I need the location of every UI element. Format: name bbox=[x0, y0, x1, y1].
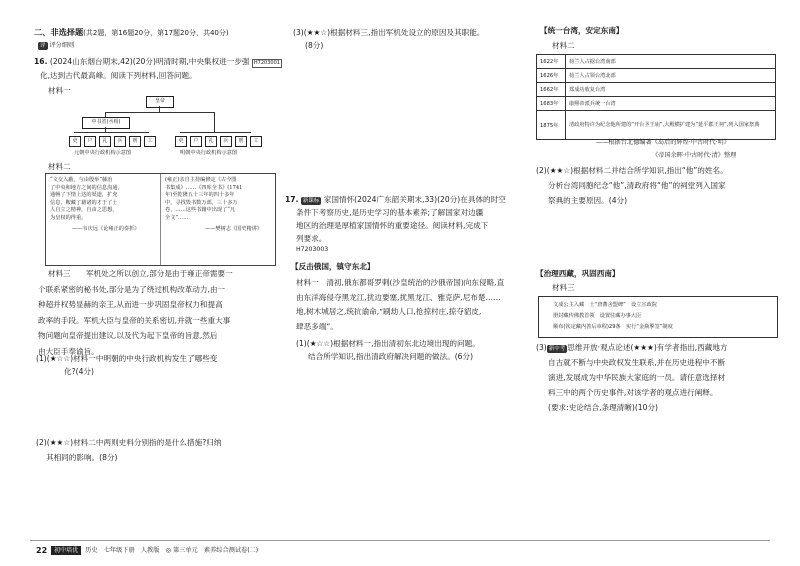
q17-sub2-line: (2)(★★☆)根据材料二并结合所学知识,指出“他”的姓名。 bbox=[536, 166, 728, 175]
q16-number: 16. bbox=[34, 57, 48, 66]
timeline-row bbox=[537, 97, 776, 111]
q17-m1-line: 由东洋海侵夺黑龙江,扰边要塞,扰黑龙江、雅克萨,尼布楚…… bbox=[296, 292, 501, 302]
section-tibet-title: 【治理西藏，巩固西南】 bbox=[536, 269, 620, 278]
m2-right-source: ——樊树志《国史精讲》 bbox=[205, 226, 263, 232]
q16-sub3-line: (8分) bbox=[305, 41, 324, 50]
timeline-source-2: 《帝国余晖·中古时代·清》整理 bbox=[652, 152, 737, 159]
q17-sub-question-1 bbox=[296, 337, 480, 363]
q17-sub-question-2 bbox=[536, 163, 728, 208]
diagram-caption-yuan: 元朝中央行政机构示意图 bbox=[74, 150, 132, 156]
grading-label bbox=[38, 41, 74, 50]
m2-right-line: 中，寻找毁书数万部，三十多万 bbox=[165, 199, 238, 206]
m2-left-line: 通畅了下情上达的渠道，扩充 bbox=[50, 192, 118, 198]
m2-right-line: 卷，……这些书籍中出现了“凡 bbox=[165, 207, 236, 213]
diagram-secretariat-box: 中书省(丞相) bbox=[82, 117, 130, 129]
timeline-event: 康熙帝派兵统一台湾 bbox=[566, 97, 776, 111]
diagram-caption-ming: 明朝中央行政机构示意图 bbox=[180, 150, 238, 156]
grading-icon: 评 bbox=[40, 43, 46, 49]
ministry-left-war: 兵 bbox=[114, 136, 126, 147]
new-exam-tag: 新中考 bbox=[548, 346, 566, 352]
page-footer bbox=[36, 546, 258, 555]
m3-line: 种超并权势显赫的亲王,从而进一步巩固皇帝权力和提高 bbox=[38, 300, 223, 309]
q16-sub1-line: 化?(4分) bbox=[64, 367, 94, 376]
q16-sub2-line: (2)(★★☆)材料二中两则史料分别指的是什么措施?归纳 bbox=[36, 438, 222, 447]
timeline-year: 1626年 bbox=[537, 69, 566, 83]
q16-intro-1: (2024山东烟台期末,42)(20分)明清时期,中央集权进一步强 bbox=[49, 57, 250, 66]
q17-intro-line: 条件下考察历史,是历史学习的基本素养;了解国家对边疆 bbox=[296, 208, 484, 217]
q17-sub1-line: 结合所学知识,指出清政府解决问题的做法。(6分) bbox=[308, 352, 474, 361]
m2-right-line: 全文”…… bbox=[165, 214, 189, 221]
m2-left-line: 了中央和地方之间的信息沟通， bbox=[50, 184, 123, 191]
q16-sub-question-3 bbox=[293, 26, 484, 52]
q17-sub-question-3 bbox=[536, 340, 728, 415]
ministry-left-personnel: 吏 bbox=[69, 136, 81, 147]
m2-left-line: 人自立之精神，自由之思想， bbox=[50, 207, 118, 213]
tibet-events-box bbox=[538, 296, 778, 338]
q17-sub3-line: 自古就不断与中央政权发生联系,并在历史进程中不断 bbox=[548, 358, 726, 367]
timeline-year: 1662年 bbox=[537, 83, 566, 97]
timeline-year: 1622年 bbox=[537, 55, 566, 69]
q17-sub1-line: (1)(★☆☆)根据材料一,指出清初东北边境出现的问题。 bbox=[296, 339, 480, 348]
ministry-right-war: 兵 bbox=[220, 136, 232, 147]
m2-right-line: 年)至乾隆五十三年的四十多年 bbox=[165, 192, 235, 198]
section-heading-text: 二、非选择题 bbox=[34, 27, 84, 37]
m3-line: 政率的手段。军机大臣与皇帝的关系密切,并就一些重大事 bbox=[38, 315, 231, 325]
timeline-event: 荷兰人占领台湾北部 bbox=[566, 69, 776, 83]
section-northeast-title: 【反击俄国，镇守东北】 bbox=[291, 262, 375, 271]
q17-material-3-label: 材料三 bbox=[552, 283, 575, 292]
q17-header bbox=[285, 193, 506, 206]
ministry-right-personnel: 吏 bbox=[175, 136, 187, 147]
timeline-year: 1875年 bbox=[537, 111, 566, 140]
q16-material-2-label: 材料二 bbox=[48, 162, 71, 171]
timeline-event: 清政府特许为纪念他所建的“开台圣王庙”,大殿横扩建为“延平郡王祠”,列入国家祭典 bbox=[566, 111, 776, 140]
timeline-event: 荷兰人占据台湾南部 bbox=[566, 55, 776, 69]
q17-intro-line: 家国情怀(2024广东韶关期末,33)(20分)在具体的时空 bbox=[323, 195, 506, 204]
q17-m1-line: 肆恶多端”。 bbox=[296, 321, 338, 331]
q17-sub2-line: 祭典的主要原因。(4分) bbox=[548, 196, 628, 205]
m3-line: 由大臣手奉谕旨。 bbox=[38, 346, 99, 356]
q16-material-1-label: 材料一 bbox=[48, 86, 71, 95]
ministry-left-justice: 刑 bbox=[129, 136, 141, 147]
q16-sub-question-1 bbox=[36, 352, 217, 378]
q16-intro-line-2: 化,达到古代最高峰。阅读下列材料,回答问题。 bbox=[40, 71, 197, 80]
m3-line: 材料三 军机处之所以创立,部分是由于雍正帝需要一 bbox=[48, 269, 233, 278]
ministry-left-revenue: 户 bbox=[84, 136, 96, 147]
q16-intro-line-1 bbox=[34, 55, 282, 68]
section-heading-note: (共2题，第16题20分，第17题20分，共40分) bbox=[83, 29, 229, 37]
tibet-events-line: 册封藏传佛教首领 设置驻藏办事大臣 bbox=[553, 313, 642, 319]
section-heading bbox=[34, 26, 229, 40]
m2-right-line: (雍正)亲自主持编修定《古今图 bbox=[165, 177, 237, 183]
ministry-right-justice: 刑 bbox=[235, 136, 247, 147]
timeline-row bbox=[537, 55, 776, 69]
material-2-right-text bbox=[165, 177, 262, 234]
q17-intro-line: 地区的治理是厚植家国情怀的重要途径。阅读材料,完成下 bbox=[296, 221, 489, 230]
material-2-box bbox=[45, 173, 276, 266]
q16-question-id: H7203001 bbox=[253, 60, 280, 66]
timeline-year: 1683年 bbox=[537, 97, 566, 111]
diagram-emperor-box: 皇帝 bbox=[146, 96, 174, 108]
m3-line: 物问题向皇帝提出建议,以及代为起下皇帝的旨意,然后 bbox=[38, 331, 218, 340]
q17-sub2-line: 分析台湾同胞纪念“他”,清政府将“他”的祠堂列入国家 bbox=[548, 181, 726, 190]
q17-material-2-label: 材料二 bbox=[552, 41, 575, 50]
q16-sub3-line: (3)(★★☆)根据材料三,指出军机处设立的原因及其职能。 bbox=[293, 28, 485, 37]
q16-sub1-line: (1)(★☆☆)材料一中明朝的中央行政机构发生了哪些变 bbox=[36, 354, 218, 363]
ministry-right-revenue: 户 bbox=[190, 136, 202, 147]
series-badge: 初中培优 bbox=[51, 546, 81, 555]
q16-material-3 bbox=[38, 266, 233, 359]
taiwan-timeline-table bbox=[536, 54, 776, 140]
q17-m1-line: 地,树木城居之,统抗谕命,“刷劫人口,抢掠村庄,掠夺貂皮, bbox=[296, 307, 482, 316]
m2-left-source: ——韦庆远《论雍正的奏折》 bbox=[72, 226, 140, 232]
ministry-right-works: 工 bbox=[250, 136, 262, 147]
m2-right-line: 书集成》……《四库全书》(1741 bbox=[165, 184, 243, 191]
q17-intro bbox=[296, 206, 488, 254]
q16-sub2-line: 其相同的影响。(8分) bbox=[46, 453, 118, 462]
q17-number: 17. bbox=[285, 195, 299, 204]
q17-sub3-line: 料三中的两个历史事件,对该学者的观点进行阐释。 bbox=[548, 388, 718, 397]
footer-text: 历史 七年级下册 人教版 ◎ 第三单元 素养综合测试卷(二) bbox=[85, 547, 259, 554]
section-taiwan-title: 【统一台湾，安定东南】 bbox=[540, 26, 624, 35]
sub3-prefix: (3) bbox=[536, 343, 547, 352]
ministry-left-rites: 礼 bbox=[99, 136, 111, 147]
q17-sub3-line: 演进,发展成为中华民族大家庭的一员。请任意选择材 bbox=[548, 373, 726, 382]
grading-label-text: 评分细则 bbox=[49, 42, 75, 49]
q16-sub-question-2 bbox=[36, 436, 221, 464]
q17-intro-line: 列要求。 bbox=[296, 234, 327, 243]
q17-m1-line: 材料一 清初,俄东都哥罗剌(沙皇统治的沙俄帝国)向东侵略,直 bbox=[296, 278, 505, 287]
ministry-right-rites: 礼 bbox=[205, 136, 217, 147]
material-2-left-text bbox=[50, 177, 139, 234]
q17-new-standard-tag: 新课标 bbox=[302, 198, 320, 204]
q17-material-1 bbox=[296, 276, 504, 334]
tibet-events-line: 顺布(钦定藏内善后章程)29条 实行“金瓶掣签”制度 bbox=[553, 324, 673, 330]
timeline-row bbox=[537, 69, 776, 83]
q17-sub3-line: 思维开放·观点论述(★★★)有学者指出,西藏地方 bbox=[567, 343, 728, 352]
m2-left-line: “文交入蔽，与由殷举”藤治 bbox=[50, 177, 113, 183]
q17-sub3-line: (要求:史论结合,条理清晰)(10分) bbox=[548, 403, 659, 412]
m2-left-line: 为皇权的得重。 bbox=[50, 214, 87, 221]
q17-question-id: H7203003 bbox=[296, 246, 329, 253]
tibet-events-line: 文成公主入藏 土“唐蕃舍盟碑” 设立宣政院 bbox=[553, 302, 657, 308]
ministry-left-works: 工 bbox=[144, 136, 156, 147]
timeline-row bbox=[537, 111, 776, 140]
q17-intro-last bbox=[296, 232, 488, 245]
timeline-source-1: ——根据台北德编著《岛后的辉煌·中古时代·明》 bbox=[596, 139, 730, 146]
m3-line: 个联系紧密的秘书处,部分是为了绕过机构改革动力,由一 bbox=[38, 284, 226, 294]
timeline-event: 郑成功收复台湾 bbox=[566, 83, 776, 97]
timeline-row bbox=[537, 83, 776, 97]
m2-left-line: 信息，鞍藏了藉诸的才于了士 bbox=[50, 199, 118, 206]
page-number: 22 bbox=[36, 546, 48, 555]
